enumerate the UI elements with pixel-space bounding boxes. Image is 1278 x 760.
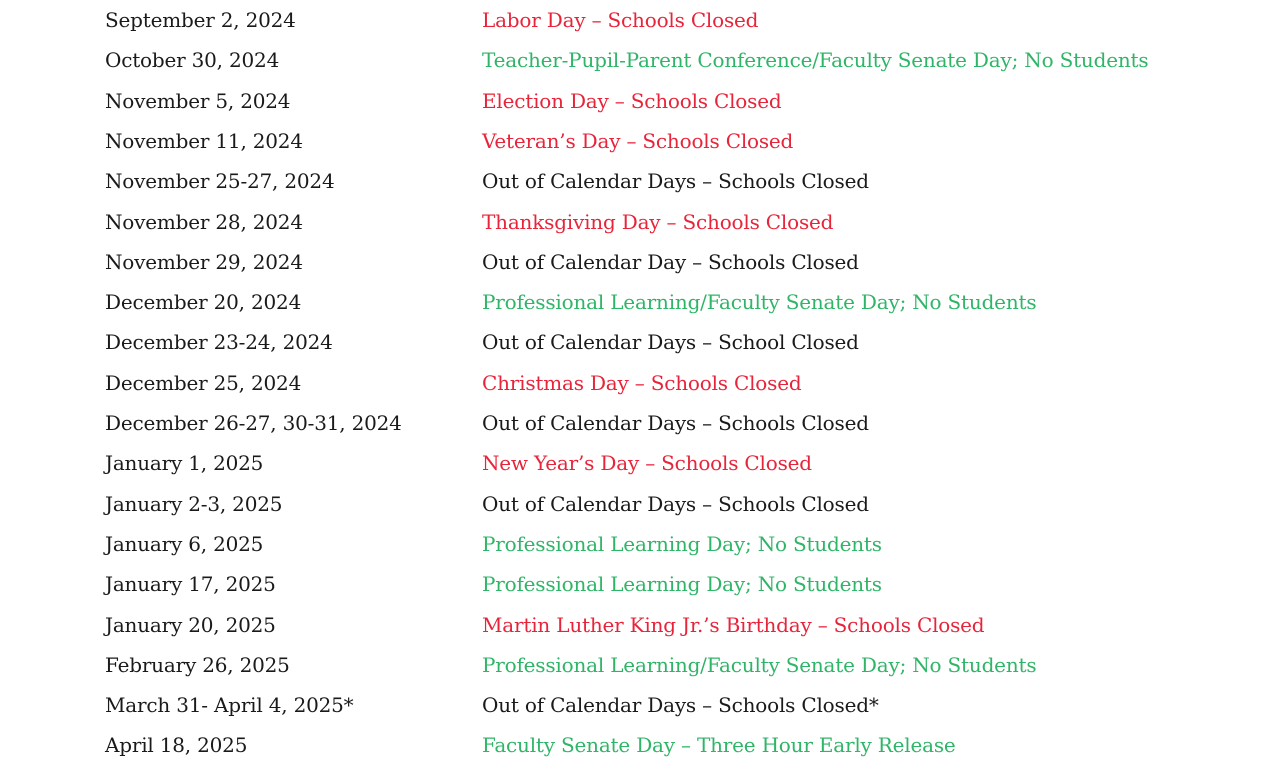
calendar-row: [0, 564, 1278, 604]
calendar-event: Labor Day – Schools Closed: [482, 8, 759, 32]
calendar-date: April 18, 2025: [105, 733, 248, 758]
calendar-date: February 26, 2025: [105, 652, 290, 677]
calendar-date: January 2-3, 2025: [105, 491, 283, 516]
calendar-date: November 25-27, 2024: [105, 169, 335, 194]
calendar-date: September 2, 2024: [105, 8, 296, 32]
calendar-row: [0, 40, 1278, 80]
calendar-row: [0, 202, 1278, 242]
calendar-date: October 30, 2024: [105, 48, 280, 73]
calendar-date: November 5, 2024: [105, 88, 291, 113]
calendar-event: Professional Learning/Faculty Senate Day; No Students: [482, 652, 1037, 677]
calendar-row: [0, 403, 1278, 443]
calendar-row: [0, 605, 1278, 645]
calendar-row: [0, 363, 1278, 403]
calendar-row: [0, 725, 1278, 760]
calendar-row: [0, 685, 1278, 725]
calendar-event: Out of Calendar Day – Schools Closed: [482, 249, 859, 274]
calendar-row: [0, 81, 1278, 121]
calendar-row: [0, 0, 1278, 40]
calendar-event: Professional Learning/Faculty Senate Day; No Students: [482, 290, 1037, 315]
calendar-date: December 20, 2024: [105, 290, 302, 315]
calendar-row: [0, 282, 1278, 322]
calendar-date: January 17, 2025: [105, 572, 276, 597]
calendar-event: Veteran’s Day – Schools Closed: [482, 128, 794, 153]
calendar-row: [0, 121, 1278, 161]
calendar-event: Out of Calendar Days – Schools Closed: [482, 169, 869, 194]
calendar-date: January 1, 2025: [105, 451, 264, 476]
calendar-event: New Year’s Day – Schools Closed: [482, 451, 812, 476]
calendar-event: Teacher-Pupil-Parent Conference/Faculty Senate Day; No Students: [482, 48, 1149, 73]
calendar-row: [0, 524, 1278, 564]
calendar-row: [0, 484, 1278, 524]
calendar-row: [0, 161, 1278, 201]
calendar-event: Professional Learning Day; No Students: [482, 531, 882, 556]
calendar-row: [0, 242, 1278, 282]
calendar-event: Out of Calendar Days – Schools Closed: [482, 411, 869, 435]
calendar-event: Professional Learning Day; No Students: [482, 572, 882, 597]
calendar-event: Out of Calendar Days – School Closed: [482, 330, 859, 355]
calendar-event: Out of Calendar Days – Schools Closed: [482, 491, 869, 516]
calendar-row: [0, 322, 1278, 362]
calendar-date: December 26-27, 30-31, 2024: [105, 411, 402, 435]
calendar-event: Election Day – Schools Closed: [482, 88, 782, 113]
calendar-row: [0, 645, 1278, 685]
calendar-event: Christmas Day – Schools Closed: [482, 370, 802, 395]
calendar-event: Thanksgiving Day – Schools Closed: [482, 209, 834, 234]
calendar-date: November 29, 2024: [105, 249, 303, 274]
calendar-date: December 25, 2024: [105, 370, 302, 395]
calendar-event: Martin Luther King Jr.’s Birthday – Schools Closed: [482, 612, 985, 637]
calendar-date: November 11, 2024: [105, 128, 303, 153]
calendar-date: November 28, 2024: [105, 209, 303, 234]
calendar-row: [0, 443, 1278, 483]
calendar-event: Faculty Senate Day – Three Hour Early Release: [482, 733, 956, 758]
calendar-date: December 23-24, 2024: [105, 330, 333, 355]
calendar-date: January 20, 2025: [105, 612, 276, 637]
calendar-date: January 6, 2025: [105, 531, 264, 556]
calendar-event: Out of Calendar Days – Schools Closed*: [482, 693, 879, 718]
calendar-date: March 31- April 4, 2025*: [105, 693, 354, 718]
